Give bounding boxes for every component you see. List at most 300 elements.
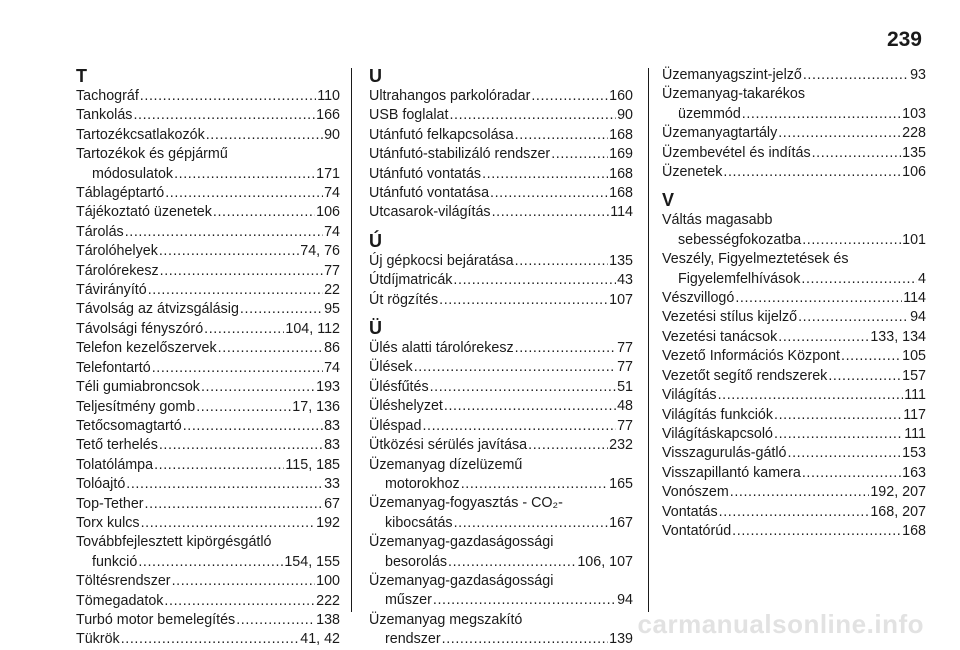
index-entry bbox=[662, 386, 926, 405]
entry-page-ref: 74 bbox=[324, 359, 340, 376]
entry-page-ref: 74 bbox=[324, 223, 340, 240]
dot-leader bbox=[774, 425, 903, 444]
entry-term: Tankolás bbox=[76, 107, 133, 124]
index-entry bbox=[76, 106, 340, 125]
entry-term: Világításkapcsoló bbox=[662, 425, 774, 442]
dot-leader bbox=[719, 503, 870, 522]
dot-leader bbox=[732, 522, 901, 541]
index-entry bbox=[369, 436, 633, 455]
entry-term: Visszagurulás-gátló bbox=[662, 445, 787, 462]
entry-term: Üzemanyag-fogyasztás - CO₂- bbox=[369, 495, 563, 512]
entry-page-ref: 135 bbox=[609, 252, 633, 269]
index-entry bbox=[76, 572, 340, 591]
entry-page-ref: 43 bbox=[617, 272, 633, 289]
dot-leader bbox=[125, 223, 323, 242]
index-entry bbox=[76, 339, 340, 358]
index-entry bbox=[369, 456, 633, 495]
entry-page-ref: 222 bbox=[316, 592, 340, 609]
column-divider bbox=[351, 68, 352, 612]
index-entry bbox=[662, 503, 926, 522]
dot-leader bbox=[422, 417, 616, 436]
index-entry bbox=[369, 494, 633, 533]
dot-leader bbox=[442, 630, 609, 649]
index-entry bbox=[76, 359, 340, 378]
entry-page-ref: 163 bbox=[902, 464, 926, 481]
dot-leader bbox=[803, 66, 909, 85]
entry-page-ref: 22 bbox=[324, 282, 340, 299]
index-entry bbox=[662, 124, 926, 143]
entry-term: Tetőcsomagtartó bbox=[76, 417, 182, 434]
entry-page-ref: 74 bbox=[324, 185, 340, 202]
entry-page-ref: 90 bbox=[617, 107, 633, 124]
dot-leader bbox=[482, 165, 608, 184]
entry-page-ref: 106 bbox=[902, 164, 926, 181]
dot-leader bbox=[159, 436, 323, 455]
index-entry bbox=[369, 533, 633, 572]
index-entry bbox=[76, 514, 340, 533]
dot-leader bbox=[141, 514, 316, 533]
dot-leader bbox=[551, 145, 608, 164]
entry-term: Telefontartó bbox=[76, 359, 151, 376]
entry-term: Üzemanyag-gazdaságossági bbox=[369, 572, 554, 589]
entry-page-ref: 111 bbox=[904, 387, 926, 404]
index-entry bbox=[369, 145, 633, 164]
dot-leader bbox=[802, 464, 901, 483]
dot-leader bbox=[828, 367, 901, 386]
entry-page-ref: 67 bbox=[324, 495, 340, 512]
dot-leader bbox=[515, 252, 609, 271]
index-entry bbox=[76, 495, 340, 514]
entry-page-ref: 157 bbox=[902, 367, 926, 384]
entry-page-ref: 105 bbox=[902, 348, 926, 365]
index-entry bbox=[662, 367, 926, 386]
index-entry bbox=[662, 163, 926, 182]
index-section bbox=[76, 66, 340, 650]
entry-term: Üzemanyag-gazdaságossági bbox=[369, 534, 554, 551]
index-entry bbox=[76, 630, 340, 649]
index-entry bbox=[76, 398, 340, 417]
dot-leader bbox=[801, 270, 917, 289]
entry-term: Ultrahangos parkolóradar bbox=[369, 88, 531, 104]
dot-leader bbox=[735, 289, 902, 308]
entry-page-ref: 133, 134 bbox=[870, 328, 926, 345]
entry-page-ref: 48 bbox=[617, 398, 633, 415]
index-entry bbox=[369, 203, 633, 222]
index-section bbox=[369, 66, 633, 223]
entry-page-ref: 111 bbox=[904, 425, 926, 442]
entry-term: Téli gumiabroncsok bbox=[76, 379, 200, 396]
index-entry bbox=[662, 406, 926, 425]
entry-page-ref: 192 bbox=[316, 514, 340, 531]
entry-page-ref: 33 bbox=[324, 476, 340, 493]
entry-page-ref: 135 bbox=[902, 144, 926, 161]
index-entry bbox=[662, 444, 926, 463]
entry-term: Veszély, Figyelmeztetések és bbox=[662, 251, 849, 268]
index-entry bbox=[369, 378, 633, 397]
entry-term: rendszer bbox=[385, 631, 441, 648]
index-entry bbox=[662, 289, 926, 308]
entry-term: Üzemanyag-takarékos bbox=[662, 86, 806, 103]
dot-leader bbox=[444, 397, 616, 416]
entry-page-ref: 100 bbox=[316, 573, 340, 590]
index-column-3 bbox=[662, 66, 926, 541]
entry-page-ref: 117 bbox=[903, 406, 926, 423]
dot-leader bbox=[449, 106, 616, 125]
dot-leader bbox=[138, 553, 283, 572]
dot-leader bbox=[164, 592, 315, 611]
entry-term: Visszapillantó kamera bbox=[662, 464, 801, 481]
entry-page-ref: 94 bbox=[617, 592, 633, 609]
entry-term: Üzembevétel és indítás bbox=[662, 144, 811, 161]
index-entry bbox=[369, 417, 633, 436]
entry-term: üzemmód bbox=[678, 105, 741, 122]
dot-leader bbox=[174, 165, 315, 184]
entry-term: Utánfutó vontatása bbox=[369, 185, 490, 202]
entry-term: Vezetési tanácsok bbox=[662, 328, 778, 345]
entry-term: Táblagéptartó bbox=[76, 185, 165, 202]
entry-page-ref: 94 bbox=[910, 309, 926, 326]
index-entry bbox=[662, 464, 926, 483]
index-entry bbox=[662, 425, 926, 444]
entry-term: módosulatok bbox=[92, 165, 174, 182]
entry-term: Távolság az átvizsgálásig bbox=[76, 301, 239, 318]
entry-term: Üzemanyagszint-jelző bbox=[662, 67, 802, 83]
entry-page-ref: 114 bbox=[903, 290, 926, 307]
dot-leader bbox=[742, 105, 901, 124]
dot-leader bbox=[453, 271, 616, 290]
entry-term: Utánfutó vontatás bbox=[369, 165, 482, 182]
entry-page-ref: 77 bbox=[617, 417, 633, 434]
entry-page-ref: 192, 207 bbox=[870, 484, 926, 501]
entry-term: Vezetési stílus kijelző bbox=[662, 309, 798, 326]
index-entry bbox=[662, 85, 926, 124]
dot-leader bbox=[718, 386, 904, 405]
index-entry bbox=[76, 378, 340, 397]
entry-page-ref: 107 bbox=[609, 291, 633, 308]
dot-leader bbox=[218, 339, 323, 358]
dot-leader bbox=[788, 444, 902, 463]
entry-term: Telefon kezelőszervek bbox=[76, 340, 217, 357]
entry-page-ref: 110 bbox=[317, 88, 340, 104]
index-entry bbox=[76, 87, 340, 106]
entry-page-ref: 95 bbox=[324, 301, 340, 318]
section-letter: Ü bbox=[369, 318, 382, 339]
entry-term: Utcasarok-világítás bbox=[369, 204, 491, 221]
dot-leader bbox=[492, 203, 610, 222]
entry-page-ref: 106, 107 bbox=[577, 553, 633, 570]
index-entry bbox=[369, 106, 633, 125]
entry-page-ref: 104, 112 bbox=[285, 320, 340, 337]
entry-page-ref: 77 bbox=[617, 359, 633, 376]
entry-term: Vezetőt segítő rendszerek bbox=[662, 367, 828, 384]
entry-term: Világítás funkciók bbox=[662, 406, 773, 423]
index-entry bbox=[76, 242, 340, 261]
index-entry bbox=[369, 397, 633, 416]
dot-leader bbox=[515, 126, 608, 145]
entry-term: motorokhoz bbox=[385, 475, 460, 492]
entry-term: Üzemanyagtartály bbox=[662, 125, 778, 142]
entry-term: Ütközési sérülés javítása bbox=[369, 437, 528, 454]
entry-term: Ülések bbox=[369, 359, 413, 376]
index-section bbox=[662, 66, 926, 182]
dot-leader bbox=[454, 514, 609, 533]
dot-leader bbox=[778, 328, 869, 347]
index-entry bbox=[369, 572, 633, 611]
entry-page-ref: 168 bbox=[609, 185, 633, 202]
entry-term: Utánfutó felkapcsolása bbox=[369, 126, 514, 143]
dot-leader bbox=[213, 203, 315, 222]
index-entry bbox=[76, 300, 340, 319]
entry-page-ref: 168 bbox=[902, 522, 926, 539]
entry-page-ref: 166 bbox=[316, 107, 340, 124]
entry-page-ref: 83 bbox=[324, 437, 340, 454]
entry-term: Útdíjmatricák bbox=[369, 272, 453, 289]
dot-leader bbox=[152, 359, 323, 378]
dot-leader bbox=[723, 163, 901, 182]
entry-page-ref: 171 bbox=[316, 165, 340, 182]
entry-page-ref: 17, 136 bbox=[292, 398, 340, 415]
index-entry bbox=[76, 145, 340, 184]
entry-term: Üléspad bbox=[369, 417, 422, 434]
index-entry bbox=[662, 328, 926, 347]
entry-term: Továbbfejlesztett kipörgésgátló bbox=[76, 534, 272, 551]
section-letter: V bbox=[662, 190, 675, 211]
dot-leader bbox=[778, 124, 901, 143]
dot-leader bbox=[159, 242, 299, 261]
index-entry bbox=[76, 611, 340, 630]
entry-term: Új gépkocsi bejáratása bbox=[369, 252, 514, 269]
dot-leader bbox=[841, 347, 901, 366]
index-entry bbox=[76, 592, 340, 611]
entry-page-ref: 139 bbox=[609, 631, 633, 648]
column-divider bbox=[648, 68, 649, 612]
entry-page-ref: 114 bbox=[610, 204, 633, 221]
entry-page-ref: 165 bbox=[609, 475, 633, 492]
entry-page-ref: 4 bbox=[918, 270, 926, 287]
entry-term: Tömegadatok bbox=[76, 592, 164, 609]
entry-page-ref: 74, 76 bbox=[300, 243, 340, 260]
entry-term: Tető terhelés bbox=[76, 437, 158, 454]
index-entry bbox=[662, 211, 926, 250]
entry-term: Távirányító bbox=[76, 282, 147, 299]
index-entry bbox=[662, 250, 926, 289]
index-column-2 bbox=[369, 66, 633, 650]
entry-term: Tartozékcsatlakozók bbox=[76, 126, 205, 143]
dot-leader bbox=[196, 398, 291, 417]
index-entry bbox=[662, 522, 926, 541]
entry-term: Üzemanyag megszakító bbox=[369, 611, 523, 628]
entry-page-ref: 168, 207 bbox=[870, 503, 926, 520]
section-letter: Ú bbox=[369, 230, 382, 251]
entry-page-ref: 103 bbox=[902, 105, 926, 122]
dot-leader bbox=[414, 358, 616, 377]
entry-term: Utánfutó-stabilizáló rendszer bbox=[369, 146, 551, 163]
index-entry bbox=[76, 456, 340, 475]
entry-page-ref: 168 bbox=[609, 165, 633, 182]
index-entry bbox=[662, 66, 926, 85]
entry-page-ref: 86 bbox=[324, 340, 340, 357]
dot-leader bbox=[812, 144, 902, 163]
dot-leader bbox=[240, 300, 323, 319]
entry-term: Tachográf bbox=[76, 88, 139, 104]
entry-term: Tolóajtó bbox=[76, 476, 126, 493]
entry-page-ref: 41, 42 bbox=[300, 631, 340, 648]
entry-term: Váltás magasabb bbox=[662, 212, 773, 229]
entry-term: Tárolóhelyek bbox=[76, 243, 158, 260]
index-entry bbox=[76, 475, 340, 494]
entry-term: sebességfokozatba bbox=[678, 231, 802, 248]
index-entry bbox=[76, 203, 340, 222]
entry-term: Top-Tether bbox=[76, 495, 144, 512]
dot-leader bbox=[515, 339, 616, 358]
entry-page-ref: 90 bbox=[324, 126, 340, 143]
dot-leader bbox=[201, 378, 315, 397]
dot-leader bbox=[160, 262, 323, 281]
entry-term: Turbó motor bemelegítés bbox=[76, 611, 236, 628]
index-entry bbox=[369, 87, 633, 106]
entry-term: Töltésrendszer bbox=[76, 573, 171, 590]
entry-page-ref: 51 bbox=[617, 378, 633, 395]
entry-term: Távolsági fényszóró bbox=[76, 320, 204, 337]
entry-page-ref: 115, 185 bbox=[285, 456, 340, 473]
dot-leader bbox=[126, 475, 323, 494]
entry-term: Vontatás bbox=[662, 503, 718, 520]
index-entry bbox=[662, 144, 926, 163]
dot-leader bbox=[204, 320, 284, 339]
index-entry bbox=[662, 347, 926, 366]
dot-leader bbox=[145, 495, 324, 514]
entry-page-ref: 77 bbox=[324, 262, 340, 279]
index-entry bbox=[76, 184, 340, 203]
entry-term: Ülésfűtés bbox=[369, 378, 429, 395]
dot-leader bbox=[236, 611, 315, 630]
entry-page-ref: 138 bbox=[316, 611, 340, 628]
dot-leader bbox=[121, 630, 300, 649]
entry-page-ref: 106 bbox=[316, 204, 340, 221]
index-entry bbox=[76, 126, 340, 145]
dot-leader bbox=[528, 436, 608, 455]
dot-leader bbox=[154, 456, 284, 475]
index-entry bbox=[76, 533, 340, 572]
dot-leader bbox=[433, 591, 616, 610]
entry-page-ref: 232 bbox=[609, 437, 633, 454]
entry-term: funkció bbox=[92, 553, 138, 570]
entry-term: Tükrök bbox=[76, 631, 120, 648]
dot-leader bbox=[133, 106, 315, 125]
dot-leader bbox=[802, 231, 901, 250]
dot-leader bbox=[439, 291, 608, 310]
entry-term: Világítás bbox=[662, 387, 717, 404]
entry-term: Út rögzítés bbox=[369, 291, 439, 308]
watermark: carmanualsonline.info bbox=[637, 609, 924, 639]
entry-term: Torx kulcs bbox=[76, 514, 140, 531]
entry-term: Vonószem bbox=[662, 484, 729, 501]
entry-term: Teljesítmény gomb bbox=[76, 398, 196, 415]
entry-page-ref: 160 bbox=[609, 88, 633, 104]
entry-term: Tárolórekesz bbox=[76, 262, 159, 279]
entry-term: Üléshelyzet bbox=[369, 398, 443, 415]
entry-page-ref: 193 bbox=[316, 379, 340, 396]
entry-term: Üzenetek bbox=[662, 164, 723, 181]
index-entry bbox=[76, 320, 340, 339]
dot-leader bbox=[448, 553, 576, 572]
entry-page-ref: 153 bbox=[902, 445, 926, 462]
section-letter: T bbox=[76, 66, 87, 86]
entry-page-ref: 228 bbox=[902, 125, 926, 142]
dot-leader bbox=[774, 406, 902, 425]
entry-term: USB foglalat bbox=[369, 107, 449, 124]
dot-leader bbox=[798, 308, 909, 327]
index-entry bbox=[369, 165, 633, 184]
index-entry bbox=[662, 483, 926, 502]
entry-page-ref: 77 bbox=[617, 340, 633, 357]
index-entry bbox=[369, 252, 633, 271]
entry-page-ref: 154, 155 bbox=[284, 553, 340, 570]
entry-term: Tárolás bbox=[76, 223, 124, 240]
entry-term: Vezető Információs Központ bbox=[662, 348, 841, 365]
index-entry bbox=[76, 262, 340, 281]
entry-page-ref: 167 bbox=[609, 514, 633, 531]
entry-term: Tájékoztató üzenetek bbox=[76, 204, 212, 221]
index-section bbox=[369, 318, 633, 650]
index-entry bbox=[369, 358, 633, 377]
dot-leader bbox=[148, 281, 323, 300]
entry-term: Tartozékok és gépjármű bbox=[76, 146, 228, 163]
index-entry bbox=[76, 417, 340, 436]
entry-page-ref: 168 bbox=[609, 126, 633, 143]
entry-page-ref: 93 bbox=[910, 67, 926, 83]
entry-term: Üzemanyag dízelüzemű bbox=[369, 456, 523, 473]
index-section bbox=[369, 231, 633, 310]
dot-leader bbox=[461, 475, 608, 494]
dot-leader bbox=[531, 87, 608, 106]
index-column-1 bbox=[76, 66, 340, 650]
entry-term: Vészvillogó bbox=[662, 290, 735, 307]
entry-term: kibocsátás bbox=[385, 514, 453, 531]
entry-term: Ülés alatti tárolórekesz bbox=[369, 340, 514, 357]
dot-leader bbox=[172, 572, 316, 591]
page-number: 239 bbox=[886, 28, 922, 51]
entry-term: Vontatórúd bbox=[662, 522, 732, 539]
entry-page-ref: 169 bbox=[609, 146, 633, 163]
index-entry bbox=[369, 126, 633, 145]
dot-leader bbox=[490, 184, 608, 203]
dot-leader bbox=[730, 483, 870, 502]
index-entry bbox=[76, 436, 340, 455]
index-entry bbox=[369, 339, 633, 358]
index-entry bbox=[369, 291, 633, 310]
entry-term: Figyelemfelhívások bbox=[678, 270, 801, 287]
entry-term: műszer bbox=[385, 592, 432, 609]
dot-leader bbox=[430, 378, 616, 397]
index-section bbox=[662, 190, 926, 541]
index-entry bbox=[662, 308, 926, 327]
dot-leader bbox=[165, 184, 323, 203]
entry-page-ref: 101 bbox=[902, 231, 926, 248]
index-entry bbox=[76, 281, 340, 300]
index-entry bbox=[76, 223, 340, 242]
entry-term: Tolatólámpa bbox=[76, 456, 154, 473]
entry-term: besorolás bbox=[385, 553, 447, 570]
index-entry bbox=[369, 611, 633, 650]
section-letter: U bbox=[369, 66, 382, 86]
dot-leader bbox=[206, 126, 323, 145]
dot-leader bbox=[183, 417, 323, 436]
index-entry bbox=[369, 271, 633, 290]
entry-page-ref: 83 bbox=[324, 417, 340, 434]
dot-leader bbox=[140, 87, 316, 106]
index-entry bbox=[369, 184, 633, 203]
